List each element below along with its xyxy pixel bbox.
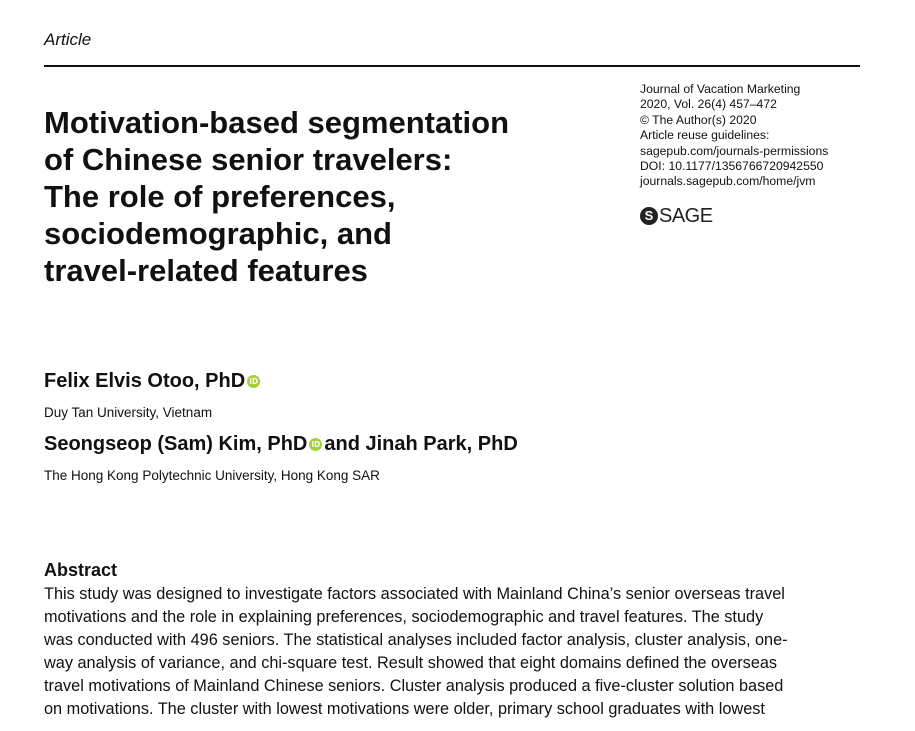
reuse-guidelines-label: Article reuse guidelines: (640, 128, 770, 143)
copyright: © The Author(s) 2020 (640, 112, 757, 127)
article-title (44, 104, 604, 289)
abstract-body (44, 583, 862, 721)
journal-homepage-link[interactable]: journals.sagepub.com/home/jvm (640, 174, 816, 189)
title-line: The role of preferences, (44, 179, 396, 214)
journal-name: Journal of Vacation Marketing (640, 82, 801, 96)
header-divider (44, 65, 860, 67)
abstract-line: travel motivations of Mainland Chinese seniors. Cluster analysis produced a five-cluster solution based (44, 677, 784, 695)
sage-s-icon: S (640, 207, 658, 225)
author-name: Felix Elvis Otoo, PhD (44, 370, 246, 392)
abstract-heading: Abstract (44, 560, 118, 580)
author-name: Seongseop (Sam) Kim, PhD (44, 433, 308, 455)
journal-volume: 2020, Vol. 26(4) 457–472 (640, 97, 777, 112)
orcid-icon[interactable]: iD (309, 438, 322, 451)
title-line: sociodemographic, and (44, 216, 392, 251)
abstract-line: was conducted with 496 seniors. The statistical analyses included factor analysis, cluster analysis, one- (44, 631, 788, 649)
permissions-link[interactable]: sagepub.com/journals-permissions (640, 143, 829, 158)
author-name: and Jinah Park, PhD (324, 433, 518, 455)
article-type-label: Article (44, 30, 92, 49)
sage-logo (640, 205, 713, 227)
orcid-icon[interactable]: iD (247, 375, 260, 388)
journal-metadata (640, 82, 870, 190)
doi-link[interactable]: DOI: 10.1177/1356766720942550 (640, 159, 824, 174)
author-line-1 (44, 370, 262, 393)
abstract-line: motivations and the role in explaining preferences, sociodemographic and travel features. The study (44, 608, 764, 626)
affiliation-1: Duy Tan University, Vietnam (44, 405, 213, 420)
author-line-2 (44, 433, 518, 456)
abstract-line: way analysis of variance, and chi-square test. Result showed that eight domains defined the overseas (44, 654, 778, 672)
abstract-line: This study was designed to investigate factors associated with Mainland China’s senior overseas travel (44, 585, 785, 603)
sage-wordmark: SAGE (659, 204, 713, 227)
title-line: of Chinese senior travelers: (44, 142, 453, 177)
title-line: travel-related features (44, 253, 368, 288)
title-line: Motivation-based segmentation (44, 105, 510, 140)
affiliation-2: The Hong Kong Polytechnic University, Hong Kong SAR (44, 468, 380, 483)
abstract-line: on motivations. The cluster with lowest motivations were older, primary school graduates with lowest (44, 700, 765, 718)
